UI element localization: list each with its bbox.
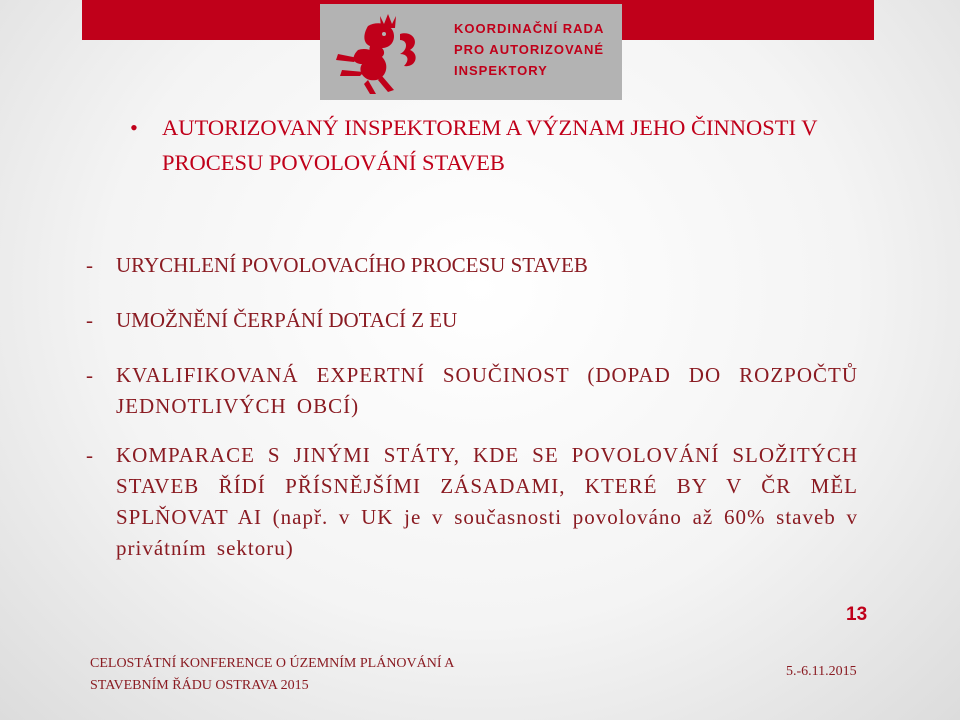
page-number: 13 — [846, 604, 868, 625]
footer-date: 5.-6.11.2015 — [786, 664, 857, 679]
dash-marker: - — [86, 308, 93, 332]
footer-line: STAVEBNÍM ŘÁDU OSTRAVA 2015 — [90, 678, 309, 693]
bullet-icon: • — [130, 115, 138, 140]
footer-conference — [90, 653, 454, 697]
list-item — [86, 440, 858, 564]
lion-emblem-icon — [328, 10, 428, 96]
list-item-text: KOMPARACE S JINÝMI STÁTY, KDE SE POVOLOVÁNÍ SLOŽITÝCH STAVEB ŘÍDÍ PŘÍSNĚJŠÍMI ZÁSADAMI, KTERÉ BY V ČR MĚL SPLŇOVAT AI (např. v UK je v současnosti povolováno až 60% staveb v privátním sektoru) — [116, 443, 858, 560]
dash-marker: - — [86, 443, 93, 467]
footer-line: CELOSTÁTNÍ KONFERENCE O ÚZEMNÍM PLÁNOVÁNÍ A — [90, 656, 455, 671]
list-item — [86, 250, 858, 281]
organization-name — [454, 18, 604, 81]
logo-block — [320, 4, 622, 100]
list-item — [86, 305, 858, 336]
list-item-text: KVALIFIKOVANÁ EXPERTNÍ SOUČINOST (DOPAD DO ROZPOČTŮ JEDNOTLIVÝCH OBCÍ) — [116, 363, 858, 418]
org-line: KOORDINAČNÍ RADA — [454, 21, 605, 36]
bullet-list — [86, 250, 858, 588]
list-item-text: UMOŽNĚNÍ ČERPÁNÍ DOTACÍ Z EU — [116, 308, 458, 332]
org-line: PRO AUTORIZOVANÉ — [454, 42, 605, 57]
dash-marker: - — [86, 363, 93, 387]
list-item — [86, 360, 858, 422]
list-item-text: URYCHLENÍ POVOLOVACÍHO PROCESU STAVEB — [116, 253, 588, 277]
org-line: INSPEKTORY — [454, 63, 548, 78]
slide-title — [130, 110, 830, 180]
slide-title-text: AUTORIZOVANÝ INSPEKTOREM A VÝZNAM JEHO ČINNOSTI V PROCESU POVOLOVÁNÍ STAVEB — [162, 115, 818, 175]
dash-marker: - — [86, 253, 93, 277]
